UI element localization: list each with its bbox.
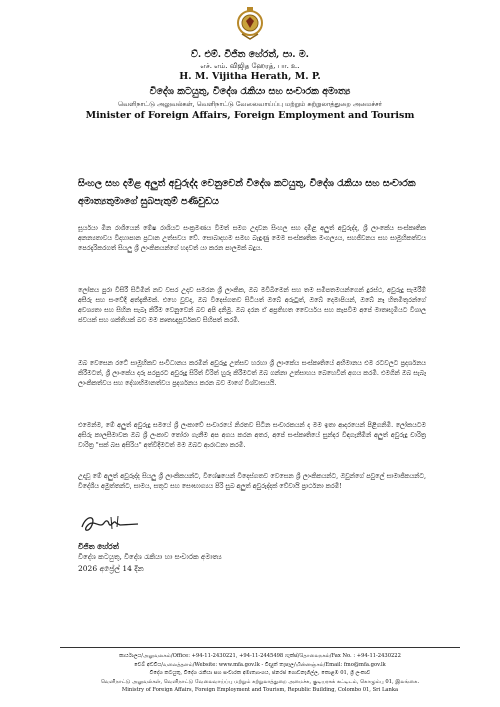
- ministry-title-tamil: வெளிநாட்டு அலுவல்கள், வெளிநாட்டு வேலைவாய்ப்பு மற்றும் சுற்றுலாத்துறை அமைச்சர்: [117, 100, 383, 108]
- footer-address-sinhala: විදේශ කටයුතු, විදේශ රැකියා සහ සංචාරක අමාත්‍යාංශය, ජනරජ ගොඩනැගිල්ල, කොළඹ 01, ශ්‍රී ලංකාව: [149, 670, 371, 676]
- national-emblem-icon: [236, 6, 264, 40]
- signatory-name: විජිත හේරත්: [78, 542, 119, 551]
- footer-contact-web: වෙබ් අඩවිය/வலைத்தளம்/Website: www.mfa.gov.lk - විද්‍යුත් තැපෑල/மின்னஞ்சல்/Email: fmo@mfa.gov.lk: [134, 661, 386, 668]
- message-paragraph: සූර්යයා මීන රාශියෙන් මේෂ රාශියට සංක්‍රමණය වීමත් සමග උදාවන සිංහල සහ දමිළ අලුත් අවුරුද්ද, ශ්‍රී ලාංකේය සංස්කෘතික අනන්‍යතාවය විදහාපාන ප්‍රධාන උත්සවය වේ. සොබාදහම සමඟ බැඳුණු මෙම සංස්කෘතික මංගල්‍යය, සහජීවනය සහ සාමූහිකත්වය පෙරදැරිකරගත් සියලු ශ්‍රී ලාංකිකයන්ගේ හදවත් යා කරන පාලමක් බදුය.: [78, 224, 426, 252]
- footer-address-tamil: வெளிநாட்டு அலுவல்கள், வெளிநாட்டு வேலைவாய்ப்பு மற்றும் சுற்றுலாத்துறை அமைச்சு, குடியரசுக் கட்டிடம், கொழும்பு 01, இலங்கை.: [100, 678, 420, 685]
- ministry-title-english: Minister of Foreign Affairs, Foreign Employment and Tourism: [85, 110, 415, 121]
- minister-name-english: H. M. Vijitha Herath, M. P.: [179, 71, 321, 82]
- message-paragraph: ලෝකය පුරා විසිරී සිටිමින් නව වසර උදාව සමරන ශ්‍රී ලාංකික, ඔබ මවිබිමෙන් සහ තම සමීපතමයන්ගෙන් දුරස්ථ, අවුරුදු සැමරීම් අසීරු සහ සංවේදී අත්දැකීමක්. එහෙ වුවද, ඔබ විදෙස්ගතව සිටියත් ඔබේ අරුටුත්, ඔබේ දෙමාපියන්, ඔබේ නෑ හිතමිතුරන්ගේ අවශ්‍යතා සහ සිහින සැබෑ කිරීම වෙනුවෙන් බව අපි දනිමු. ඔබ දරන ඒ අප්‍රතිහත වෛර්යය සහ කැපවීම අපේ මාතෘභූමියට විශාල ජවයක් සහ ශක්තියක් බව මම කෘතඥපූර්වකව සිහිපත් කරමි.: [78, 286, 426, 324]
- handwritten-signature: [78, 511, 148, 537]
- ministry-title-sinhala: විදේශ කටයුතු, විදේශ රැකියා සහ සංචාරක අමාත්‍ය: [149, 86, 351, 97]
- message-paragraph: ඔබ වෙසෙන රටේ සාමූහිකව සංවිධානය කරමින් අවුරුදු උත්සව හරහා ශ්‍රී ලාංකේය සංස්කෘතියේ අභිමානය එම රටවලට ප්‍රදර්ශනය කිරීමටත්, ශ්‍රී ලාංකේය දරු පරපුරට අවුරුදු සිරිත් විරිත් හුරු කිරීමටත් ඔබ ගන්නා උත්සාහය බෙහෙවින් අගය කරමි. එමගින් ඔබ සැබෑ ලාංකිකත්වය සහ දේශාභිමානත්වය ප්‍රදර්ශනය කරන බව මාගේ විශ්වාසයයි.: [78, 359, 426, 387]
- footer-contact-phone: කාර්යාලය/அலுவலகம்/Office: +94-11-2430221, +94-11-2445498 ෆැක්ස්/தொலைநகல்/Fax No. : +94-11-2430222: [119, 653, 401, 659]
- message-title: සිංහල සහ දමිළ අලුත් අවුරුද්ද වෙනුවෙන් විදේශ කටයුතු, විදේශ රැකියා සහ සංචාරක අමාත්‍යතුමාගේ සුබපැතුම් පණිවුඩය: [78, 178, 416, 207]
- signatory-title: විදේශ කටයුතු, විදේශ රැකියා හා සංචාරක අමාත්‍ය: [78, 553, 222, 561]
- footer-address-english: Ministry of Foreign Affairs, Foreign Employment and Tourism, Republic Building, Colombo 01, Sri Lanka: [121, 687, 399, 693]
- minister-name-sinhala: ව්. එම්. විජිත හේරත්, පා. ම.: [191, 49, 309, 60]
- letterhead-footer: [60, 647, 460, 695]
- letter-date: 2026 අප්‍රේල් 14 දින: [78, 564, 144, 573]
- message-paragraph: උදාවූ මේ අලුත් අවුරුද්ද සියලු ශ්‍රී ලාංකිකයන්ට, විශේෂයෙන් විදෙස්ගතව වෙසෙන ශ්‍රී ලාංකිකයන්ට, ඔවුන්ගේ පවුලේ සාමාජිකයන්ට, විදේශීය අමුත්තන්ට, සාමය, සතුට සහ සෞභාග්‍යය පිරි සුබ අලුත් අවුරුද්දක් වේවායි ප්‍රාර්ථනා කරමි!: [78, 472, 426, 490]
- message-paragraph: එමෙන්ම, මේ අලුත් අවුරුදු සමයේ ශ්‍රී ලංකාවේ සංචාරයේ නිරතව සිටින සංචාරකයන් ද මම ඉතා ආදරයෙන් පිළිගනිමි. ලෝකයටම අසිරු කාලසීමාවක ඔබ ශ්‍රී ලංකාව තෝරා ගැනීම අප අගය කරන අතර, අපේ සංස්කෘතියේ සුන්දර විඳගැනීමින් අලුත් අවුරුදු චාරිත්‍ර වාරිත්‍ර "සක් බස අසිරිය" අත්විදීමටත් මම ඔබට ආරාධනා කරමි.: [78, 421, 426, 449]
- minister-name-tamil: எச். எம். விஜித ஹேரத், பா. உ.: [200, 62, 300, 70]
